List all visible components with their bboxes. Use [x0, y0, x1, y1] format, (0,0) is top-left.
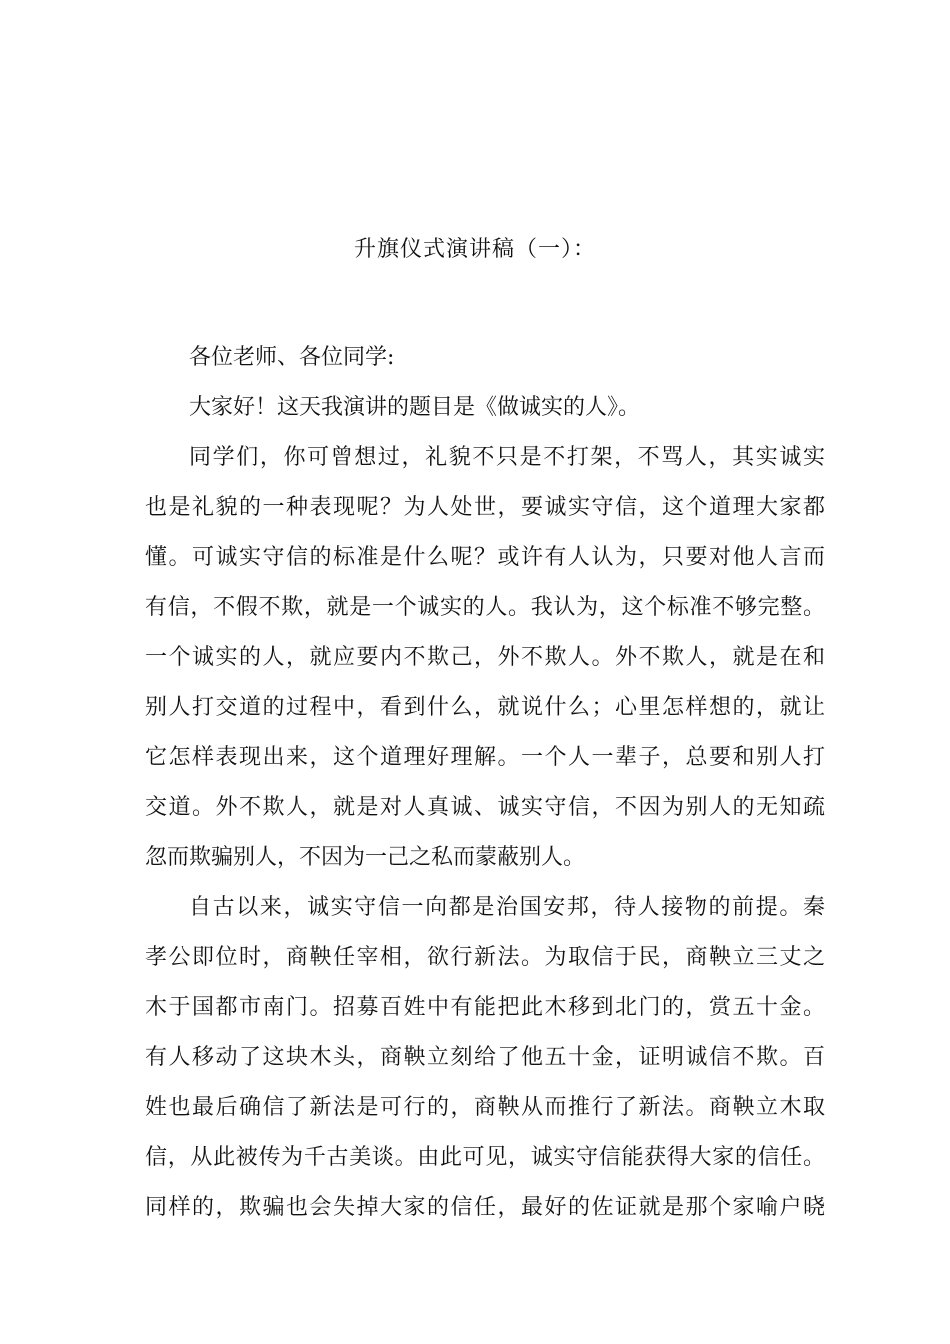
- document-body: [145, 333, 825, 1233]
- body-line: 有人移动了这块木头，商鞅立刻给了他五十金，证明诚信不欺。百: [145, 1045, 825, 1070]
- body-line: 大家好！这天我演讲的题目是《做诚实的人》。: [189, 395, 641, 420]
- body-line: 懂。可诚实守信的标准是什么呢？或许有人认为，只要对他人言而: [145, 545, 825, 570]
- body-line: 姓也最后确信了新法是可行的，商鞅从而推行了新法。商鞅立木取: [145, 1095, 825, 1120]
- document-title: 升旗仪式演讲稿（一）：: [353, 237, 596, 262]
- body-line: 同样的，欺骗也会失掉大家的信任，最好的佐证就是那个家喻户晓: [145, 1195, 825, 1220]
- body-line: 它怎样表现出来，这个道理好理解。一个人一辈子，总要和别人打: [145, 745, 825, 770]
- body-line: 交道。外不欺人，就是对人真诚、诚实守信，不因为别人的无知疏: [145, 795, 825, 820]
- body-line: 孝公即位时，商鞅任宰相，欲行新法。为取信于民，商鞅立三丈之: [145, 945, 825, 970]
- body-line: 别人打交道的过程中，看到什么，就说什么；心里怎样想的，就让: [145, 695, 825, 720]
- body-line: 木于国都市南门。招募百姓中有能把此木移到北门的，赏五十金。: [145, 995, 825, 1020]
- body-line: 有信，不假不欺，就是一个诚实的人。我认为，这个标准不够完整。: [145, 595, 825, 620]
- body-line: 也是礼貌的一种表现呢？为人处世，要诚实守信，这个道理大家都: [145, 495, 825, 520]
- body-line: 一个诚实的人，就应要内不欺己，外不欺人。外不欺人，就是在和: [145, 645, 825, 670]
- body-line: 忽而欺骗别人，不因为一己之私而蒙蔽别人。: [145, 845, 586, 870]
- body-line: 同学们，你可曾想过，礼貌不只是不打架，不骂人，其实诚实: [189, 445, 825, 470]
- body-line: 自古以来，诚实守信一向都是治国安邦，待人接物的前提。秦: [189, 895, 825, 920]
- body-line: 各位老师、各位同学:: [189, 345, 395, 370]
- body-line: 信，从此被传为千古美谈。由此可见，诚实守信能获得大家的信任。: [145, 1145, 825, 1170]
